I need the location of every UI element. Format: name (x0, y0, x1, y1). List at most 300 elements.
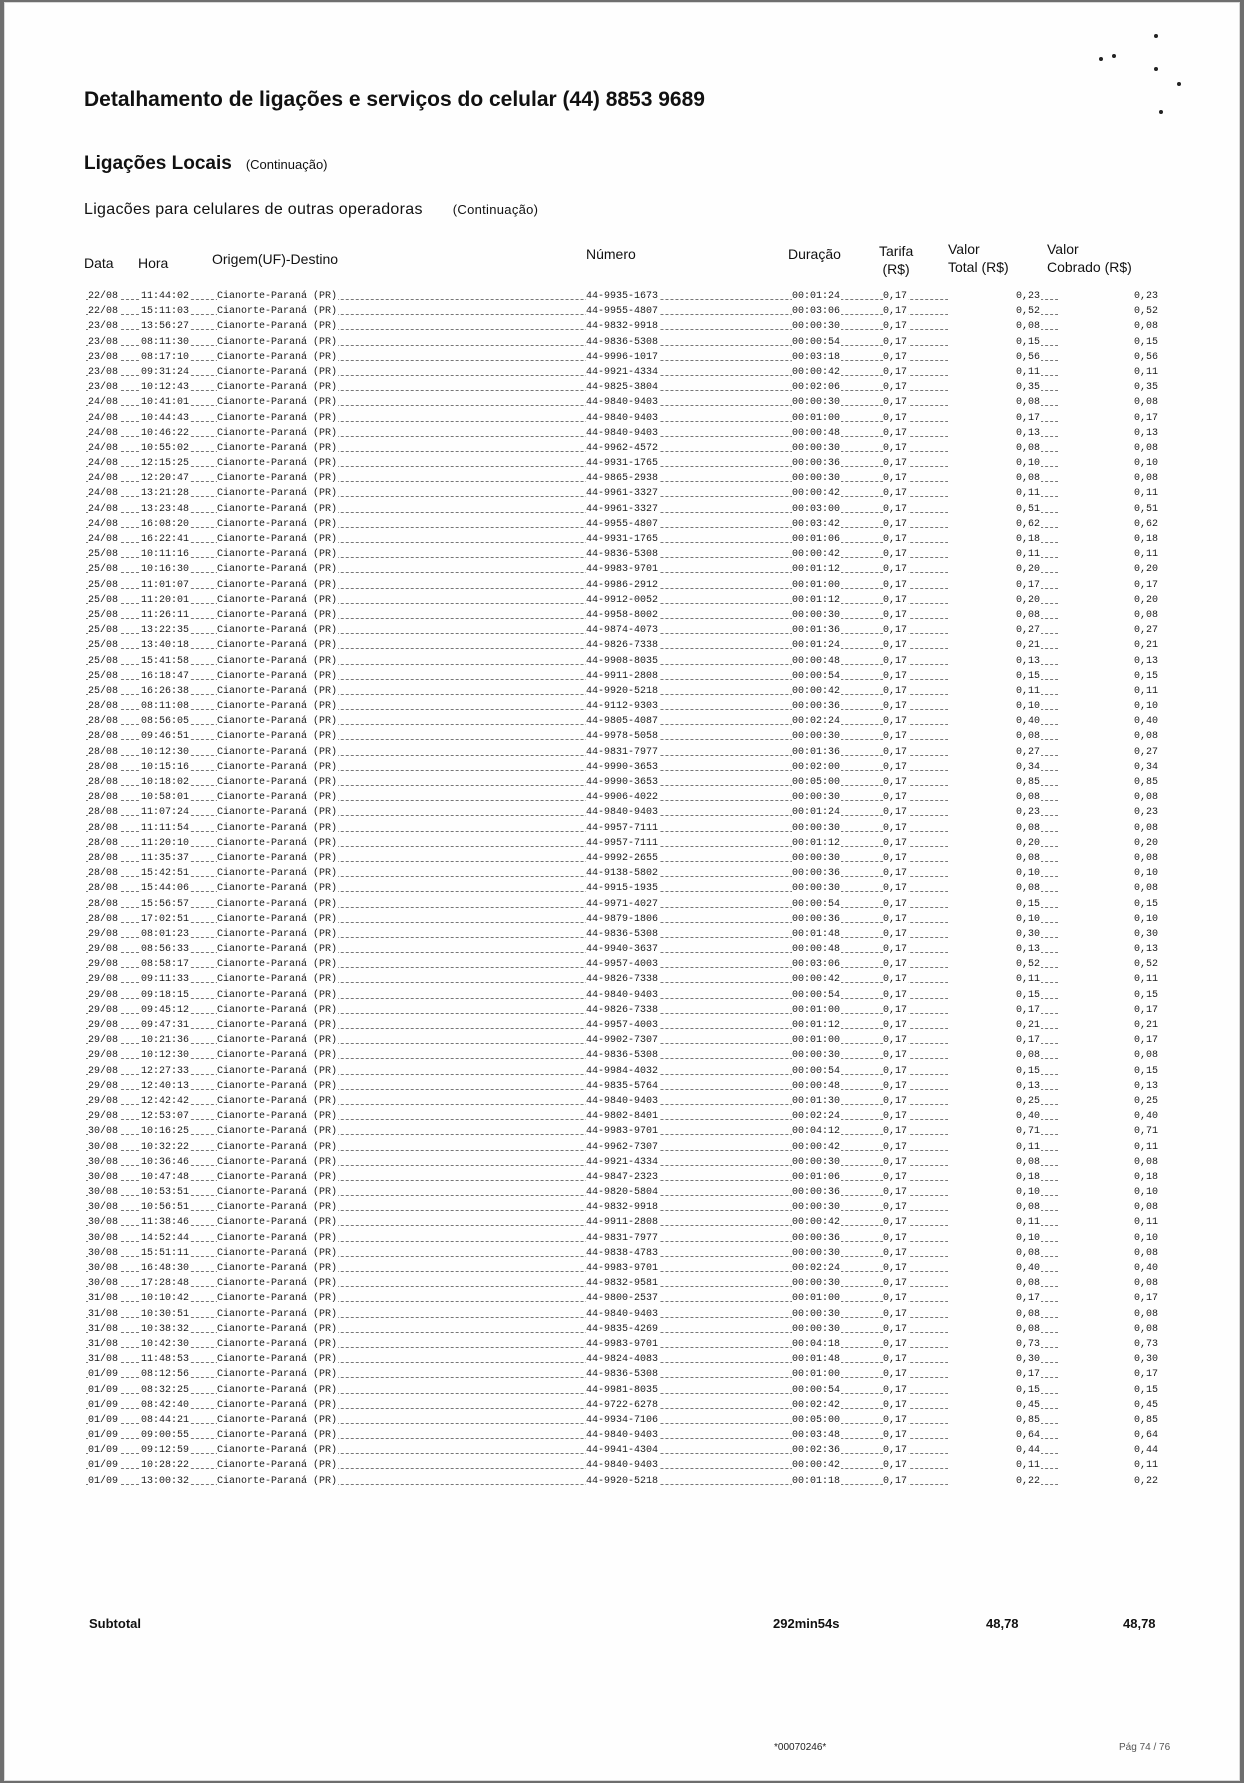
subtotal-label: Subtotal (89, 1616, 141, 1631)
cell-origin: Cianorte-Paraná (PR) (217, 503, 338, 515)
cell-cobrado: 0,13 (1058, 1079, 1159, 1094)
cell-tarifa: 0,17 (883, 837, 908, 849)
cell-duration: 00:00:54 (792, 898, 841, 910)
cell-date: 28/08 (88, 716, 119, 728)
cell-number: 44-9840-9403 (586, 397, 659, 409)
cell-time: 17:28:48 (141, 1278, 190, 1290)
table-row (86, 1231, 1158, 1246)
cell-date: 28/08 (88, 822, 119, 834)
cell-date: 29/08 (88, 1004, 119, 1016)
cell-cobrado: 0,13 (1058, 654, 1159, 669)
cell-total: 0,13 (948, 1079, 1041, 1094)
cell-duration: 00:00:42 (792, 549, 841, 561)
cell-tarifa: 0,17 (883, 549, 908, 561)
cell-duration: 00:00:48 (792, 427, 841, 439)
cell-origin: Cianorte-Paraná (PR) (217, 1308, 338, 1320)
cell-number: 44-9832-9581 (586, 1278, 659, 1290)
cell-total: 0,85 (948, 1413, 1041, 1428)
cell-total: 0,08 (948, 1276, 1041, 1291)
cell-time: 09:46:51 (141, 731, 190, 743)
cell-date: 30/08 (88, 1247, 119, 1259)
cell-time: 11:48:53 (141, 1354, 190, 1366)
cell-origin: Cianorte-Paraná (PR) (217, 883, 338, 895)
cell-number: 44-9836-5308 (586, 336, 659, 348)
cell-duration: 00:00:42 (792, 488, 841, 500)
cell-duration: 00:03:00 (792, 503, 841, 515)
table-row (86, 578, 1158, 593)
cell-date: 30/08 (88, 1263, 119, 1274)
cell-time: 13:23:48 (141, 503, 190, 515)
cell-number: 44-9934-7106 (586, 1414, 659, 1426)
cell-duration: 00:01:36 (792, 746, 841, 758)
cell-date: 28/08 (88, 837, 119, 849)
cell-date: 23/08 (88, 351, 119, 363)
cell-tarifa: 0,17 (883, 1293, 908, 1305)
cell-duration: 00:00:48 (792, 655, 841, 667)
table-row (86, 1155, 1158, 1170)
cell-duration: 00:00:30 (792, 1050, 841, 1062)
scan-speck (1154, 67, 1158, 71)
cell-total: 0,08 (948, 1322, 1041, 1337)
cell-cobrado: 0,08 (1058, 790, 1159, 805)
cell-duration: 00:02:24 (792, 1263, 841, 1274)
cell-number: 44-9961-3327 (586, 488, 659, 500)
cell-cobrado: 0,11 (1058, 547, 1159, 562)
cell-tarifa: 0,17 (883, 321, 908, 333)
cell-total: 0,08 (948, 608, 1041, 623)
cell-origin: Cianorte-Paraná (PR) (217, 1217, 338, 1229)
cell-tarifa: 0,17 (883, 351, 908, 363)
cell-number: 44-9931-1765 (586, 458, 659, 470)
table-row (86, 1094, 1158, 1109)
cell-cobrado: 0,25 (1058, 1094, 1159, 1109)
cell-total: 0,10 (948, 1185, 1041, 1200)
cell-date: 30/08 (88, 1217, 119, 1229)
subsection-continuation: (Continuação) (452, 202, 539, 217)
cell-tarifa: 0,17 (883, 1354, 908, 1366)
cell-time: 16:26:38 (141, 685, 190, 697)
cell-duration: 00:01:00 (792, 1035, 841, 1047)
cell-date: 01/09 (88, 1369, 119, 1381)
cell-date: 28/08 (88, 898, 119, 910)
cell-tarifa: 0,17 (883, 1217, 908, 1229)
cell-cobrado: 0,17 (1058, 1367, 1159, 1382)
cell-date: 30/08 (88, 1187, 119, 1199)
cell-number: 44-9840-9403 (586, 412, 659, 424)
cell-time: 10:30:51 (141, 1308, 190, 1320)
cell-duration: 00:00:42 (792, 366, 841, 378)
cell-number: 44-9826-7338 (586, 974, 659, 986)
table-row (86, 426, 1158, 441)
cell-origin: Cianorte-Paraná (PR) (217, 351, 338, 363)
cell-origin: Cianorte-Paraná (PR) (217, 1354, 338, 1366)
cell-cobrado: 0,15 (1058, 335, 1159, 350)
cell-tarifa: 0,17 (883, 777, 908, 788)
table-row (86, 456, 1158, 471)
col-header-duration: Duração (788, 246, 841, 262)
cell-date: 01/09 (88, 1399, 119, 1411)
cell-total: 0,71 (948, 1124, 1041, 1139)
cell-origin: Cianorte-Paraná (PR) (217, 1445, 338, 1457)
cell-duration: 00:02:42 (792, 1399, 841, 1411)
cell-date: 28/08 (88, 701, 119, 713)
cell-number: 44-9840-9403 (586, 427, 659, 439)
cell-number: 44-9836-5308 (586, 549, 659, 561)
subtotal-duration: 292min54s (773, 1616, 840, 1631)
cell-tarifa: 0,17 (883, 534, 908, 545)
cell-cobrado: 0,52 (1058, 304, 1159, 319)
cell-tarifa: 0,17 (883, 989, 908, 1001)
table-row (86, 638, 1158, 653)
scan-speck (1154, 34, 1158, 38)
cell-number: 44-9957-4003 (586, 959, 659, 971)
cell-date: 30/08 (88, 1171, 119, 1183)
table-row (86, 957, 1158, 972)
cell-date: 24/08 (88, 412, 119, 424)
cell-time: 08:42:40 (141, 1399, 190, 1411)
cell-origin: Cianorte-Paraná (PR) (217, 1399, 338, 1411)
cell-cobrado: 0,18 (1058, 532, 1159, 547)
col-header-tarifa-line2: (R$) (882, 261, 910, 277)
cell-origin: Cianorte-Paraná (PR) (217, 1263, 338, 1274)
cell-duration: 00:01:06 (792, 534, 841, 545)
scan-speck (1159, 110, 1163, 114)
cell-number: 44-9840-9403 (586, 807, 659, 819)
cell-origin: Cianorte-Paraná (PR) (217, 1050, 338, 1062)
cell-tarifa: 0,17 (883, 913, 908, 925)
cell-tarifa: 0,17 (883, 1004, 908, 1016)
table-row (86, 942, 1158, 957)
cell-origin: Cianorte-Paraná (PR) (217, 685, 338, 697)
cell-duration: 00:01:24 (792, 640, 841, 652)
cell-origin: Cianorte-Paraná (PR) (217, 291, 338, 302)
cell-date: 24/08 (88, 458, 119, 470)
cell-number: 44-9838-4783 (586, 1247, 659, 1259)
cell-cobrado: 0,44 (1058, 1443, 1159, 1458)
cell-origin: Cianorte-Paraná (PR) (217, 777, 338, 788)
cell-number: 44-9836-5308 (586, 928, 659, 940)
table-row (86, 335, 1158, 350)
cell-cobrado: 0,13 (1058, 942, 1159, 957)
cell-time: 12:20:47 (141, 473, 190, 485)
cell-duration: 00:00:36 (792, 868, 841, 880)
cell-duration: 00:02:36 (792, 1445, 841, 1457)
cell-origin: Cianorte-Paraná (PR) (217, 1369, 338, 1381)
table-row (86, 821, 1158, 836)
cell-tarifa: 0,17 (883, 1020, 908, 1031)
cell-date: 29/08 (88, 928, 119, 940)
cell-cobrado: 0,11 (1058, 365, 1159, 380)
cell-origin: Cianorte-Paraná (PR) (217, 366, 338, 378)
footer-barcode: *00070246* (774, 1742, 827, 1753)
table-row (86, 1428, 1158, 1443)
cell-tarifa: 0,17 (883, 1308, 908, 1320)
cell-number: 44-9957-7111 (586, 837, 659, 849)
cell-time: 09:47:31 (141, 1020, 190, 1031)
cell-total: 0,21 (948, 1018, 1041, 1033)
cell-origin: Cianorte-Paraná (PR) (217, 701, 338, 713)
cell-number: 44-9902-7307 (586, 1035, 659, 1047)
cell-duration: 00:00:48 (792, 1080, 841, 1092)
cell-time: 08:11:08 (141, 701, 190, 713)
cell-tarifa: 0,17 (883, 382, 908, 394)
cell-origin: Cianorte-Paraná (PR) (217, 534, 338, 545)
cell-cobrado: 0,18 (1058, 1170, 1159, 1185)
cell-origin: Cianorte-Paraná (PR) (217, 321, 338, 333)
cell-tarifa: 0,17 (883, 807, 908, 819)
cell-duration: 00:00:54 (792, 670, 841, 682)
cell-time: 09:00:55 (141, 1430, 190, 1442)
cell-total: 0,44 (948, 1443, 1041, 1458)
cell-duration: 00:00:36 (792, 458, 841, 470)
cell-total: 0,15 (948, 669, 1041, 684)
cell-time: 11:26:11 (141, 609, 190, 621)
footer-page-number: Pág 74 / 76 (1119, 1742, 1171, 1753)
table-row (86, 866, 1158, 881)
table-row (86, 1033, 1158, 1048)
cell-date: 01/09 (88, 1475, 119, 1487)
subsection-heading (84, 201, 538, 219)
cell-total: 0,20 (948, 562, 1041, 577)
cell-total: 0,52 (948, 304, 1041, 319)
cell-origin: Cianorte-Paraná (PR) (217, 746, 338, 758)
cell-number: 44-9940-3637 (586, 944, 659, 956)
col-header-cobrado (1047, 240, 1132, 276)
cell-number: 44-9832-9918 (586, 1202, 659, 1214)
cell-time: 13:40:18 (141, 640, 190, 652)
cell-origin: Cianorte-Paraná (PR) (217, 1384, 338, 1396)
cell-time: 08:56:05 (141, 716, 190, 728)
cell-time: 09:11:33 (141, 974, 190, 986)
cell-number: 44-9906-4022 (586, 792, 659, 804)
cell-cobrado: 0,17 (1058, 578, 1159, 593)
cell-duration: 00:00:30 (792, 1202, 841, 1214)
cell-origin: Cianorte-Paraná (PR) (217, 1414, 338, 1426)
cell-total: 0,17 (948, 1291, 1041, 1306)
cell-total: 0,11 (948, 1140, 1041, 1155)
cell-tarifa: 0,17 (883, 1414, 908, 1426)
cell-origin: Cianorte-Paraná (PR) (217, 473, 338, 485)
table-row (86, 1246, 1158, 1261)
table-row (86, 1383, 1158, 1398)
cell-tarifa: 0,17 (883, 944, 908, 956)
table-row (86, 1064, 1158, 1079)
cell-number: 44-9840-9403 (586, 1460, 659, 1472)
cell-date: 24/08 (88, 427, 119, 439)
cell-cobrado: 0,21 (1058, 638, 1159, 653)
cell-number: 44-9831-7977 (586, 1232, 659, 1244)
cell-duration: 00:02:24 (792, 1111, 841, 1123)
cell-tarifa: 0,17 (883, 1156, 908, 1168)
cell-total: 0,21 (948, 638, 1041, 653)
cell-number: 44-9800-2537 (586, 1293, 659, 1305)
cell-cobrado: 0,08 (1058, 608, 1159, 623)
table-row (86, 1352, 1158, 1367)
table-row (86, 562, 1158, 577)
table-row (86, 714, 1158, 729)
table-row (86, 988, 1158, 1003)
cell-total: 0,17 (948, 1033, 1041, 1048)
cell-total: 0,08 (948, 1246, 1041, 1261)
cell-total: 0,27 (948, 745, 1041, 760)
cell-origin: Cianorte-Paraná (PR) (217, 1323, 338, 1335)
cell-cobrado: 0,62 (1058, 517, 1159, 532)
cell-origin: Cianorte-Paraná (PR) (217, 609, 338, 621)
cell-origin: Cianorte-Paraná (PR) (217, 442, 338, 454)
table-row (86, 805, 1158, 820)
cell-origin: Cianorte-Paraná (PR) (217, 412, 338, 424)
cell-tarifa: 0,17 (883, 503, 908, 515)
table-row (86, 912, 1158, 927)
table-row (86, 1337, 1158, 1352)
cell-number: 44-9847-2323 (586, 1171, 659, 1183)
cell-number: 44-9990-3653 (586, 761, 659, 773)
cell-origin: Cianorte-Paraná (PR) (217, 579, 338, 591)
cell-cobrado: 0,71 (1058, 1124, 1159, 1139)
cell-tarifa: 0,17 (883, 746, 908, 758)
cell-tarifa: 0,17 (883, 792, 908, 804)
cell-tarifa: 0,17 (883, 442, 908, 454)
cell-cobrado: 0,20 (1058, 562, 1159, 577)
cell-total: 0,15 (948, 1064, 1041, 1079)
cell-tarifa: 0,17 (883, 488, 908, 500)
cell-duration: 00:00:30 (792, 473, 841, 485)
cell-total: 0,15 (948, 1383, 1041, 1398)
cell-total: 0,08 (948, 395, 1041, 410)
cell-duration: 00:01:00 (792, 1293, 841, 1305)
cell-number: 44-9941-4304 (586, 1445, 659, 1457)
cell-total: 0,11 (948, 365, 1041, 380)
cell-total: 0,15 (948, 897, 1041, 912)
cell-date: 28/08 (88, 868, 119, 880)
cell-cobrado: 0,15 (1058, 1383, 1159, 1398)
cell-date: 29/08 (88, 944, 119, 956)
cell-cobrado: 0,10 (1058, 1231, 1159, 1246)
cell-total: 0,08 (948, 471, 1041, 486)
cell-date: 24/08 (88, 503, 119, 515)
cell-time: 10:53:51 (141, 1187, 190, 1199)
cell-origin: Cianorte-Paraná (PR) (217, 1475, 338, 1487)
table-row (86, 623, 1158, 638)
cell-total: 0,64 (948, 1428, 1041, 1443)
table-row (86, 775, 1158, 790)
cell-date: 31/08 (88, 1293, 119, 1305)
cell-date: 01/09 (88, 1445, 119, 1457)
table-row (86, 851, 1158, 866)
cell-cobrado: 0,27 (1058, 745, 1159, 760)
table-row (86, 1200, 1158, 1215)
cell-date: 28/08 (88, 761, 119, 773)
cell-total: 0,22 (948, 1474, 1041, 1489)
cell-total: 0,10 (948, 699, 1041, 714)
table-row (86, 1185, 1158, 1200)
cell-total: 0,45 (948, 1398, 1041, 1413)
table-row (86, 1458, 1158, 1473)
table-row (86, 1048, 1158, 1063)
cell-cobrado: 0,11 (1058, 1215, 1159, 1230)
table-row (86, 745, 1158, 760)
cell-origin: Cianorte-Paraná (PR) (217, 1278, 338, 1290)
cell-date: 29/08 (88, 1111, 119, 1123)
cell-duration: 00:01:18 (792, 1475, 841, 1487)
cell-number: 44-9835-5764 (586, 1080, 659, 1092)
cell-total: 0,56 (948, 350, 1041, 365)
cell-duration: 00:00:30 (792, 442, 841, 454)
cell-duration: 00:00:42 (792, 974, 841, 986)
cell-number: 44-9920-5218 (586, 1475, 659, 1487)
cell-time: 12:42:42 (141, 1095, 190, 1107)
cell-date: 23/08 (88, 382, 119, 394)
cell-tarifa: 0,17 (883, 1065, 908, 1077)
cell-origin: Cianorte-Paraná (PR) (217, 1095, 338, 1107)
cell-total: 0,08 (948, 319, 1041, 334)
cell-date: 24/08 (88, 518, 119, 530)
table-row (86, 729, 1158, 744)
table-row (86, 593, 1158, 608)
cell-origin: Cianorte-Paraná (PR) (217, 1171, 338, 1183)
table-row (86, 881, 1158, 896)
cell-origin: Cianorte-Paraná (PR) (217, 1293, 338, 1305)
cell-date: 25/08 (88, 609, 119, 621)
cell-total: 0,08 (948, 790, 1041, 805)
cell-number: 44-9955-4807 (586, 306, 659, 318)
cell-tarifa: 0,17 (883, 685, 908, 697)
cell-cobrado: 0,10 (1058, 699, 1159, 714)
cell-date: 28/08 (88, 807, 119, 819)
cell-cobrado: 0,27 (1058, 623, 1159, 638)
cell-number: 44-9971-4027 (586, 898, 659, 910)
cell-duration: 00:00:54 (792, 336, 841, 348)
cell-number: 44-9840-9403 (586, 1308, 659, 1320)
cell-cobrado: 0,08 (1058, 319, 1159, 334)
cell-cobrado: 0,15 (1058, 988, 1159, 1003)
cell-tarifa: 0,17 (883, 594, 908, 606)
cell-total: 0,20 (948, 593, 1041, 608)
cell-cobrado: 0,08 (1058, 1246, 1159, 1261)
cell-total: 0,08 (948, 729, 1041, 744)
cell-time: 10:11:16 (141, 549, 190, 561)
cell-number: 44-9820-5804 (586, 1187, 659, 1199)
cell-time: 15:44:06 (141, 883, 190, 895)
cell-total: 0,10 (948, 912, 1041, 927)
cell-origin: Cianorte-Paraná (PR) (217, 336, 338, 348)
table-row (86, 1215, 1158, 1230)
cell-cobrado: 0,52 (1058, 957, 1159, 972)
scan-speck (1112, 54, 1116, 58)
cell-date: 24/08 (88, 442, 119, 454)
cell-number: 44-9825-3804 (586, 382, 659, 394)
cell-date: 31/08 (88, 1323, 119, 1335)
cell-time: 10:56:51 (141, 1202, 190, 1214)
cell-total: 0,18 (948, 532, 1041, 547)
cell-time: 10:47:48 (141, 1171, 190, 1183)
cell-time: 08:17:10 (141, 351, 190, 363)
cell-tarifa: 0,17 (883, 883, 908, 895)
cell-cobrado: 0,08 (1058, 1155, 1159, 1170)
cell-cobrado: 0,08 (1058, 851, 1159, 866)
cell-duration: 00:00:36 (792, 701, 841, 713)
cell-duration: 00:00:30 (792, 609, 841, 621)
col-header-number: Número (586, 246, 636, 262)
table-row (86, 350, 1158, 365)
cell-total: 0,73 (948, 1337, 1041, 1352)
table-row (86, 1443, 1158, 1458)
cell-number: 44-9826-7338 (586, 640, 659, 652)
cell-cobrado: 0,30 (1058, 1352, 1159, 1367)
cell-date: 29/08 (88, 1095, 119, 1107)
cell-duration: 00:01:00 (792, 579, 841, 591)
cell-time: 15:42:51 (141, 868, 190, 880)
